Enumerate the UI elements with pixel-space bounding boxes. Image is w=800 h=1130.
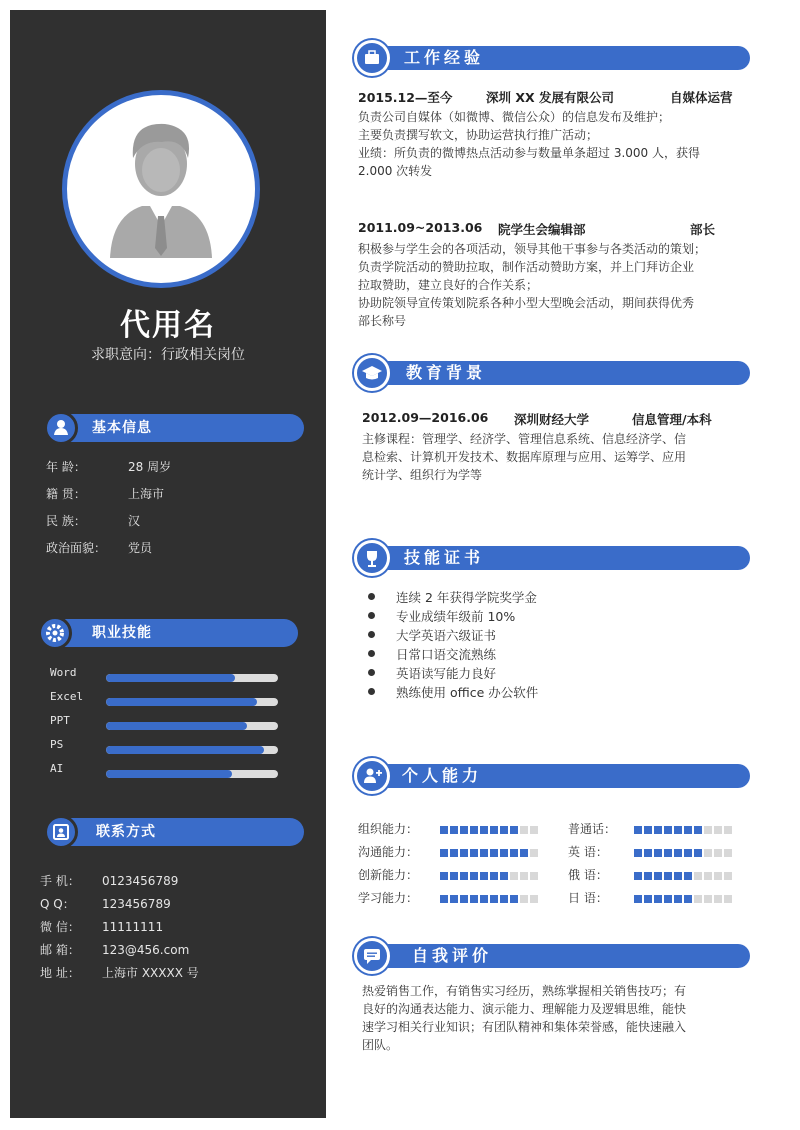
- skill-progress-bar: [106, 722, 278, 730]
- rating-square: [510, 849, 518, 857]
- rating-square: [520, 826, 528, 834]
- rating-square: [460, 849, 468, 857]
- rating-square: [490, 849, 498, 857]
- skill-label: AI: [50, 762, 64, 775]
- info-row: 籍 贯： 上海市: [46, 487, 165, 501]
- rating-square: [530, 849, 538, 857]
- self-eval-title: 自我评价: [412, 946, 493, 965]
- ability-rating: [440, 888, 540, 907]
- ability-item: [568, 864, 734, 882]
- contact-header: [58, 818, 304, 846]
- rating-square: [644, 826, 652, 834]
- rating-square: [714, 849, 722, 857]
- contact-phone: 手 机： 0123456789: [40, 874, 179, 888]
- rating-square: [510, 895, 518, 903]
- rating-square: [654, 849, 662, 857]
- list-item: 英语读写能力良好: [368, 664, 748, 683]
- rating-square: [674, 895, 682, 903]
- rating-square: [440, 826, 448, 834]
- rating-square: [460, 826, 468, 834]
- rating-square: [520, 872, 528, 880]
- ability-item: [568, 818, 734, 836]
- rating-square: [450, 895, 458, 903]
- skill-progress-bar: [106, 746, 278, 754]
- person-icon: [44, 411, 78, 445]
- skill-progress-bar: [106, 674, 278, 682]
- bullet-icon: [368, 669, 375, 676]
- ability-label: 学习能力：: [358, 891, 419, 905]
- work-entry-header: 2015.12—至今 深圳 XX 发展有限公司 自媒体运营: [358, 90, 733, 105]
- ability-rating: [634, 865, 734, 884]
- rating-square: [480, 849, 488, 857]
- rating-square: [664, 872, 672, 880]
- bullet-icon: [368, 650, 375, 657]
- rating-square: [500, 872, 508, 880]
- list-item: 熟练使用 office 办公软件: [368, 683, 748, 702]
- ability-item: [568, 887, 734, 905]
- skill-row: [50, 764, 290, 788]
- rating-square: [480, 872, 488, 880]
- certs-list: [368, 588, 748, 702]
- ability-rating: [634, 819, 734, 838]
- skill-label: PPT: [50, 714, 70, 727]
- rating-square: [704, 895, 712, 903]
- skill-progress-fill: [106, 770, 232, 778]
- skill-progress-fill: [106, 746, 264, 754]
- rating-square: [530, 872, 538, 880]
- ability-item: [358, 887, 540, 905]
- rating-square: [644, 895, 652, 903]
- skill-row: [50, 740, 290, 764]
- rating-square: [440, 872, 448, 880]
- candidate-name: 代用名: [120, 308, 216, 343]
- ability-rating: [440, 819, 540, 838]
- list-item: 大学英语六级证书: [368, 626, 748, 645]
- rating-square: [500, 826, 508, 834]
- ability-item: [358, 864, 540, 882]
- rating-square: [664, 849, 672, 857]
- rating-square: [654, 872, 662, 880]
- ability-label: 普通话：: [568, 822, 617, 836]
- rating-square: [510, 872, 518, 880]
- rating-square: [694, 895, 702, 903]
- bullet-icon: [368, 631, 375, 638]
- skill-progress-bar: [106, 770, 278, 778]
- rating-square: [530, 895, 538, 903]
- self-eval-text: 热爱销售工作，有销售实习经历，熟练掌握相关销售技巧；有 良好的沟通表达能力、演示能力、理解能力及逻辑思维，能快 速学习相关行业知识；有团队精神和集体荣誉感，能快速融入 团队。: [362, 984, 687, 1052]
- bullet-icon: [368, 688, 375, 695]
- graduation-cap-icon: [354, 355, 390, 391]
- rating-square: [674, 849, 682, 857]
- list-item: 专业成绩年级前 10%: [368, 607, 748, 626]
- rating-square: [694, 849, 702, 857]
- ability-grid: [358, 818, 758, 914]
- ability-item: [568, 841, 734, 859]
- rating-square: [704, 872, 712, 880]
- list-item: 连续 2 年获得学院奖学金: [368, 588, 748, 607]
- ability-title: 个人能力: [402, 766, 483, 785]
- job-intent: 求职意向：行政相关岗位: [91, 347, 245, 363]
- rating-square: [460, 895, 468, 903]
- skill-progress-bar: [106, 698, 278, 706]
- skill-progress-fill: [106, 698, 257, 706]
- ability-item: [358, 841, 540, 859]
- contact-qq: Q Q： 123456789: [40, 897, 171, 911]
- work-title: 工作经验: [404, 48, 485, 67]
- contact-address: 地 址： 上海市 XXXXX 号: [40, 966, 199, 980]
- skills-list: [50, 668, 290, 788]
- rating-square: [490, 826, 498, 834]
- rating-square: [450, 849, 458, 857]
- rating-square: [520, 895, 528, 903]
- rating-square: [714, 826, 722, 834]
- contact-title: 联系方式: [96, 824, 156, 840]
- skill-row: [50, 692, 290, 716]
- skills-header: [52, 619, 298, 647]
- rating-square: [714, 872, 722, 880]
- skill-label: PS: [50, 738, 64, 751]
- rating-square: [440, 849, 448, 857]
- trophy-icon: [354, 540, 390, 576]
- ability-label: 日 语：: [568, 891, 608, 905]
- info-row: 政治面貌： 党员: [46, 541, 153, 555]
- briefcase-icon: [354, 40, 390, 76]
- rating-square: [500, 849, 508, 857]
- ability-label: 俄 语：: [568, 868, 608, 882]
- education-title: 教育背景: [406, 363, 487, 382]
- person-icon: [70, 98, 252, 280]
- contact-wechat: 微 信： 11111111: [40, 920, 164, 934]
- rating-square: [634, 826, 642, 834]
- ability-rating: [634, 888, 734, 907]
- rating-square: [490, 895, 498, 903]
- ability-label: 英 语：: [568, 845, 608, 859]
- ability-label: 组织能力：: [358, 822, 419, 836]
- rating-square: [520, 849, 528, 857]
- skill-row: [50, 716, 290, 740]
- rating-square: [634, 895, 642, 903]
- info-row: 年 龄： 28 周岁: [46, 460, 172, 474]
- rating-square: [654, 895, 662, 903]
- rating-square: [634, 872, 642, 880]
- rating-square: [684, 826, 692, 834]
- rating-square: [694, 826, 702, 834]
- contact-card-icon: [44, 815, 78, 849]
- skill-row: [50, 668, 290, 692]
- work-entry-header: 2011.09~2013.06 院学生会编辑部 部长: [358, 220, 716, 237]
- work-entry: [358, 220, 758, 330]
- rating-square: [674, 826, 682, 834]
- rating-square: [490, 872, 498, 880]
- rating-square: [654, 826, 662, 834]
- skill-progress-fill: [106, 674, 235, 682]
- rating-square: [724, 826, 732, 834]
- rating-square: [644, 872, 652, 880]
- chat-icon: [354, 938, 390, 974]
- rating-square: [470, 872, 478, 880]
- rating-square: [470, 895, 478, 903]
- rating-square: [450, 872, 458, 880]
- skill-label: Excel: [50, 690, 84, 703]
- rating-square: [510, 826, 518, 834]
- rating-square: [704, 849, 712, 857]
- rating-square: [684, 895, 692, 903]
- rating-square: [684, 872, 692, 880]
- contact-email: 邮 箱： 123@456.com: [40, 943, 190, 957]
- rating-square: [530, 826, 538, 834]
- bullet-icon: [368, 593, 375, 600]
- ability-label: 沟通能力：: [358, 845, 419, 859]
- rating-square: [450, 826, 458, 834]
- rating-square: [480, 826, 488, 834]
- avatar: [70, 98, 252, 280]
- education-courses: 主修课程：管理学、经济学、管理信息系统、信息经济学、信 息检索、计算机开发技术、数据库原理与应用、运筹学、应用 统计学、组织行为学等: [362, 432, 687, 482]
- bullet-icon: [368, 612, 375, 619]
- skill-label: Word: [50, 666, 77, 679]
- rating-square: [480, 895, 488, 903]
- rating-square: [460, 872, 468, 880]
- rating-square: [634, 849, 642, 857]
- work-entry-desc: 积极参与学生会的各项活动，领导其他干事参与各类活动的策划； 负责学院活动的赞助拉取，制作活动赞助方案，并上门拜访企业 拉取赞助，建立良好的合作关系； 协助院领导宣传策划院系各种小型大型晚会活动，期间获得优秀 部长称号: [358, 242, 707, 328]
- skill-progress-fill: [106, 722, 247, 730]
- gear-icon: [38, 616, 72, 650]
- rating-square: [470, 826, 478, 834]
- rating-square: [694, 872, 702, 880]
- ability-rating: [634, 842, 734, 861]
- rating-square: [724, 872, 732, 880]
- rating-square: [684, 849, 692, 857]
- info-row: 民 族： 汉: [46, 514, 141, 528]
- basic-info-list: [46, 458, 306, 566]
- ability-rating: [440, 842, 540, 861]
- education-entry: [362, 410, 758, 484]
- skills-title: 职业技能: [92, 625, 152, 641]
- add-user-icon: [354, 758, 390, 794]
- basic-info-title: 基本信息: [92, 420, 152, 436]
- rating-square: [674, 872, 682, 880]
- list-item: 日常口语交流熟练: [368, 645, 748, 664]
- ability-label: 创新能力：: [358, 868, 419, 882]
- work-entry-desc: 负责公司自媒体（如微博、微信公众）的信息发布及维护； 主要负责撰写软文，协助运营执行推广活动； 业绩：所负责的微博热点活动参与数量单条超过 3.000 人，获得 2.000 次转发: [358, 110, 700, 178]
- ability-rating: [440, 865, 540, 884]
- rating-square: [724, 849, 732, 857]
- rating-square: [440, 895, 448, 903]
- education-entry-header: 2012.09—2016.06 深圳财经大学 信息管理/本科: [362, 410, 712, 427]
- rating-square: [724, 895, 732, 903]
- rating-square: [704, 826, 712, 834]
- contact-list: [40, 872, 310, 987]
- rating-square: [664, 895, 672, 903]
- certs-title: 技能证书: [404, 548, 485, 567]
- rating-square: [664, 826, 672, 834]
- rating-square: [500, 895, 508, 903]
- ability-item: [358, 818, 540, 836]
- work-entry: [358, 88, 758, 180]
- rating-square: [644, 849, 652, 857]
- rating-square: [714, 895, 722, 903]
- rating-square: [470, 849, 478, 857]
